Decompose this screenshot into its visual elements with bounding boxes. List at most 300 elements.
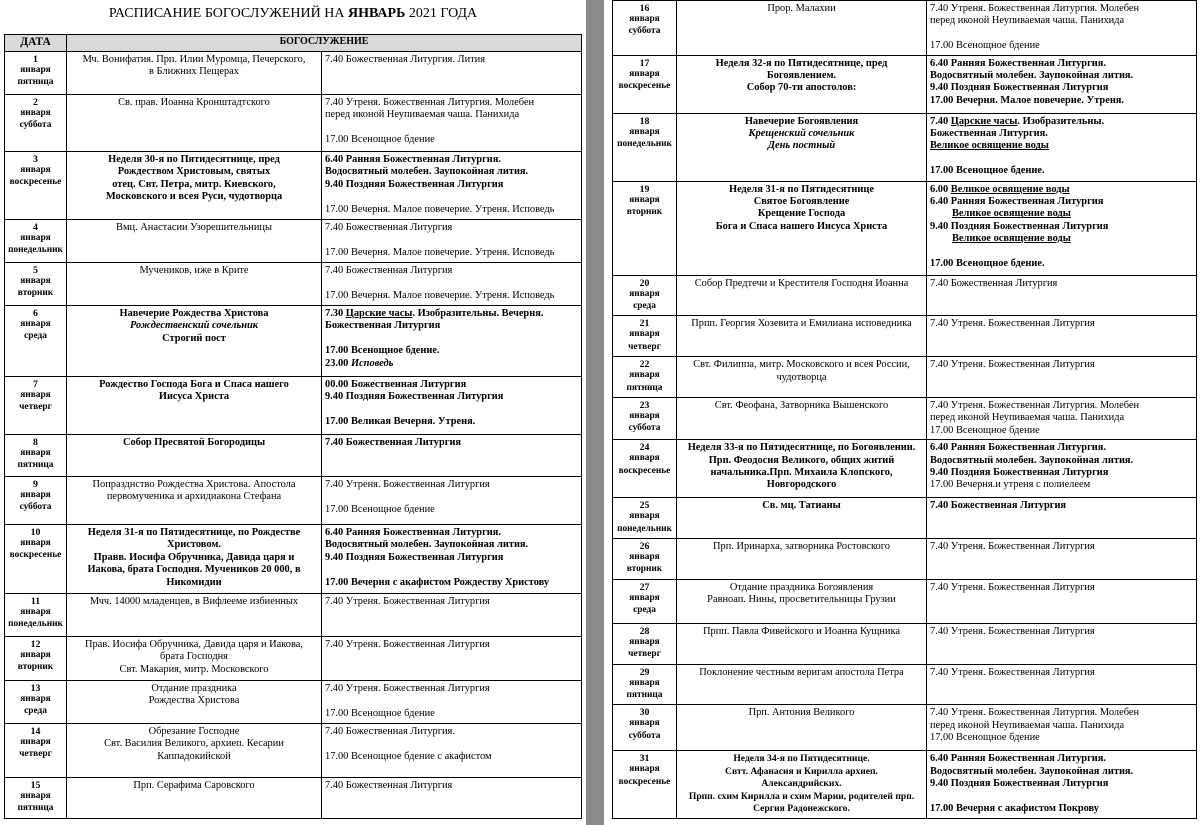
service-underlined: Царские часы: [345, 308, 413, 319]
services-cell: [927, 579, 1197, 623]
day-number: 27: [639, 581, 650, 593]
service-time-text: 17.00 Вечерня. Малое повечерие. Утреня. Исповедь: [325, 203, 555, 215]
service-line: [930, 208, 1193, 220]
date-cell: [613, 440, 677, 498]
service-line: [930, 400, 1193, 412]
feast-line: Вмц. Анастасии Узорешительницы: [116, 222, 272, 233]
services-cell: [322, 435, 582, 477]
service-italic: Исповедь: [350, 357, 394, 369]
service-line: [930, 318, 1193, 330]
service-time-text: 6.40 Ранняя Божественная Литургия: [930, 196, 1104, 208]
month-label: января: [20, 65, 51, 75]
service-line: [930, 3, 1193, 15]
table-row: [613, 498, 1197, 539]
service-line: [930, 196, 1193, 208]
service-line: [325, 708, 578, 720]
date-cell: [5, 52, 67, 95]
feast-cell: [67, 306, 322, 377]
services-cell: [322, 152, 582, 220]
service-time-text: 9.40 Поздняя Божественная Литургия: [325, 391, 504, 403]
feast-cell: [677, 705, 927, 751]
day-number: 18: [639, 115, 650, 127]
feast-line: Прп. Иринарха, затворника Ростовского: [713, 540, 890, 552]
service-line: [325, 391, 578, 403]
month-label: января: [20, 108, 51, 118]
month-label: января: [629, 194, 660, 205]
service-line: [325, 479, 578, 491]
schedule-table-left: [4, 34, 582, 819]
date-cell: [5, 681, 67, 724]
day-number: 30: [639, 707, 650, 719]
day-number: 23: [639, 399, 650, 411]
feast-cell: [677, 440, 927, 498]
weekday-label: среда: [24, 331, 47, 342]
left-document-page: [0, 0, 586, 825]
table-row: [613, 664, 1197, 705]
service-time-text: 7.40 Божественная Литургия: [325, 265, 453, 276]
service-line: [325, 527, 578, 539]
feast-cell: [677, 623, 927, 664]
feast-line: начальника.Прп. Михаила Клопского,: [710, 466, 893, 478]
day-number: 28: [639, 625, 650, 637]
services-cell: [322, 220, 582, 263]
service-time-text: Божественная Литургия.: [930, 128, 1048, 140]
service-time-text: 7.40 Божественная Литургия: [325, 222, 453, 233]
services-cell: [927, 397, 1197, 439]
service-time-text: перед иконой Неупиваемая чаша. Панихида: [930, 412, 1125, 424]
spacer-line: [930, 153, 1193, 165]
service-line: [930, 766, 1193, 778]
service-line: [930, 720, 1193, 732]
services-cell: [927, 664, 1197, 705]
service-line: [325, 552, 578, 564]
feast-line: чудотворца: [776, 371, 827, 383]
service-line: [325, 222, 578, 234]
service-line: [930, 626, 1193, 638]
day-number: 25: [639, 500, 650, 512]
day-number: 17: [639, 57, 650, 69]
month-label: января: [629, 126, 660, 137]
table-row: [613, 751, 1197, 819]
service-line: [325, 379, 578, 391]
feast-line: Равноап. Нины, просветительницы Грузии: [707, 594, 896, 606]
service-time-text: 17.00 Всенощное бдение: [325, 707, 435, 719]
feast-line: Рождество Господа Бога и Спаса нашего: [99, 379, 289, 390]
date-cell: [613, 113, 677, 181]
service-time-text: 9.40 Поздняя Божественная Литургия: [930, 778, 1109, 790]
date-cell: [5, 152, 67, 220]
feast-line: Крещение Господа: [757, 208, 846, 220]
header-date: ДАТА: [5, 35, 67, 52]
service-time-text: 7.40 Божественная Литургия: [325, 437, 462, 448]
day-number: 7: [33, 379, 38, 390]
services-cell: [927, 55, 1197, 113]
feast-cell: [677, 181, 927, 275]
service-line: [325, 134, 578, 146]
table-row: [613, 316, 1197, 357]
title-month: ЯНВАРЬ: [347, 6, 406, 21]
month-label: января: [629, 511, 660, 522]
date-cell: [613, 538, 677, 579]
feast-line: Свт. Макария, митр. Московского: [119, 663, 269, 675]
services-cell: [927, 357, 1197, 398]
service-time-text: Водосвятный молебен. Заупокойная лития.: [930, 454, 1134, 466]
feast-line: брата Господня: [160, 651, 228, 663]
service-line: [325, 751, 578, 763]
feast-line: Неделя 34-я по Пятидесятнице.: [733, 753, 870, 765]
month-label: января: [20, 233, 51, 243]
service-line: [930, 116, 1193, 128]
feast-line: Рождества Христова: [148, 695, 240, 707]
weekday-label: вторник: [626, 207, 663, 217]
service-time-text: 7.40 Утреня. Божественная Литургия. Молебен: [930, 3, 1140, 14]
feast-cell: [677, 357, 927, 398]
service-underlined: Великое освящение воды: [950, 183, 1070, 195]
service-time-text: 17.00 Всенощное бдение: [325, 503, 435, 515]
service-line: [930, 184, 1193, 196]
month-label: января: [20, 607, 51, 617]
feast-line: в Ближних Пещерах: [149, 66, 239, 78]
services-cell: [322, 637, 582, 681]
feast-line: Собор Предтечи и Крестителя Господня Иоанна: [694, 277, 909, 289]
service-time-text: 9.40 Поздняя Божественная Литургия: [325, 178, 504, 190]
service-time-text: 7.30: [325, 308, 346, 319]
weekday-label: воскресенье: [9, 550, 62, 561]
services-cell: [927, 751, 1197, 819]
feast-cell: [67, 681, 322, 724]
feast-cell: [677, 397, 927, 439]
feast-line: Свтт. Афанасия и Кирилла архиеп.: [725, 765, 878, 777]
services-cell: [927, 705, 1197, 751]
service-time-text: перед иконой Неупиваемая чаша. Панихида: [325, 109, 520, 121]
service-time-text: 6.40 Ранняя Божественная Литургия.: [930, 57, 1107, 69]
service-time-text: 17.00 Всенощное бдение.: [930, 258, 1045, 270]
date-cell: [5, 477, 67, 525]
weekday-label: четверг: [628, 341, 661, 352]
service-underlined: Великое освящение воды: [952, 233, 1071, 245]
service-line: [930, 82, 1193, 94]
service-underlined: Великое освящение воды: [930, 140, 1049, 152]
feast-line: День постный: [767, 140, 836, 152]
services-cell: [322, 778, 582, 819]
service-time-text: 7.40 Утреня. Божественная Литургия: [930, 666, 1095, 678]
feast-cell: [677, 113, 927, 181]
month-label: января: [20, 650, 51, 660]
services-cell: [927, 623, 1197, 664]
service-line: [930, 778, 1193, 790]
header-service: БОГОСЛУЖЕНИЕ: [67, 35, 582, 52]
service-line: [325, 726, 578, 738]
month-label: января: [629, 636, 660, 647]
day-number: 31: [639, 753, 650, 765]
service-time-text: 7.40 Утреня. Божественная Литургия: [325, 596, 490, 607]
feast-line: Обрезание Господне: [148, 726, 240, 737]
table-row: [5, 637, 582, 681]
month-label: января: [20, 276, 51, 286]
month-label: января: [20, 791, 51, 801]
day-number: 29: [639, 666, 650, 678]
services-cell: [322, 724, 582, 778]
weekday-label: пятница: [626, 382, 663, 393]
service-time-text: 17.00 Вечерня.и утреня с полиелеем: [930, 479, 1091, 491]
service-line: [325, 204, 578, 216]
feast-cell: [67, 594, 322, 637]
day-number: 4: [33, 222, 38, 233]
feast-line: Прор. Малахии: [767, 3, 836, 14]
service-line: [325, 504, 578, 516]
feast-line: Попразднство Рождества Христова. Апостола: [92, 479, 296, 490]
service-time-text: 7.40 Божественная Литургия.: [325, 726, 455, 737]
service-line: [325, 780, 578, 792]
service-time-text: 7.40 Утреня. Божественная Литургия: [325, 683, 490, 694]
table-row: [5, 52, 582, 95]
feast-line: Свт. Василия Великого, архиеп. Кесарии: [104, 738, 284, 750]
date-cell: [613, 397, 677, 439]
feast-cell: [67, 637, 322, 681]
date-cell: [613, 316, 677, 357]
table-row: [5, 377, 582, 435]
feast-cell: [677, 751, 927, 819]
month-label: января: [629, 14, 660, 24]
spacer-line: [930, 791, 1193, 803]
day-number: 26: [639, 540, 650, 552]
weekday-label: воскресенье: [618, 81, 671, 91]
feast-line: Рождественский сочельник: [129, 320, 259, 332]
service-time-text: 6.40 Ранняя Божественная Литургия.: [325, 154, 502, 165]
day-number: 8: [33, 437, 38, 448]
feast-line: Прав. Иосифа Обручника, Давида царя и Иакова,: [85, 639, 303, 650]
service-time-text: 7.40 Божественная Литургия. Лития: [325, 54, 486, 65]
service-line: [930, 58, 1193, 70]
feast-line: Правв. Иосифа Обручника, Давида царя и: [93, 551, 295, 563]
feast-line: Мучеников, иже в Крите: [139, 265, 249, 276]
spacer-line: [325, 122, 578, 134]
feast-line: Свт. Феофана, Затворника Вышенского: [714, 399, 889, 411]
table-row: [613, 55, 1197, 113]
month-label: января: [629, 329, 660, 340]
date-cell: [5, 724, 67, 778]
table-row: [613, 440, 1197, 498]
table-row: [613, 397, 1197, 439]
date-cell: [5, 95, 67, 152]
table-row: [5, 95, 582, 152]
service-time-text: 6.40 Ранняя Божественная Литургия.: [930, 442, 1107, 454]
feast-line: первомученика и архидиакона Стефана: [106, 491, 282, 503]
service-time-text: 17.00 Вечерня с акафистом Рождеству Христову: [325, 576, 550, 588]
service-line: [930, 442, 1193, 454]
feast-line: Неделя 32-я по Пятидесятнице, пред: [715, 57, 888, 69]
table-row: [613, 538, 1197, 579]
table-row: [613, 579, 1197, 623]
service-time-text: Водосвятный молебен. Заупокойная лития.: [930, 70, 1134, 82]
weekday-label: пятница: [626, 689, 663, 700]
day-number: 10: [30, 527, 41, 538]
service-line: [325, 265, 578, 277]
feast-line: Отдание праздника: [151, 683, 237, 694]
feast-line: Свт. Филиппа, митр. Московского и всея России,: [693, 359, 910, 371]
feast-line: Неделя 31-я по Пятидесятнице, по Рождестве: [87, 527, 301, 538]
spacer-line: [325, 277, 578, 289]
service-time-text: 23.00: [325, 357, 351, 369]
day-number: 24: [639, 442, 650, 454]
service-line: [325, 539, 578, 551]
service-line: [930, 278, 1193, 290]
feast-line: Неделя 30-я по Пятидесятнице, пред: [108, 154, 280, 165]
service-line: [930, 40, 1193, 52]
service-line: [930, 233, 1193, 245]
service-time-text: 17.00 Вечерня. Малое повечерие. Утреня.: [930, 94, 1125, 106]
day-number: 16: [639, 3, 650, 14]
service-line: [930, 128, 1193, 140]
service-line: [325, 358, 578, 370]
feast-line: Прпп. Георгия Хозевита и Емилиана исповедника: [691, 318, 912, 330]
spacer-line: [325, 234, 578, 246]
service-line: [325, 308, 578, 320]
service-line: [325, 320, 578, 332]
weekday-label: пятница: [17, 803, 54, 814]
services-cell: [322, 525, 582, 594]
spacer-line: [930, 246, 1193, 258]
service-time-text: 17.00 Всенощное бдение с акафистом: [325, 750, 492, 762]
date-cell: [613, 579, 677, 623]
spacer-line: [325, 191, 578, 203]
service-time-text: перед иконой Неупиваемая чаша. Панихида: [930, 719, 1125, 731]
service-line: [930, 140, 1193, 152]
day-number: 3: [33, 154, 38, 165]
service-time-text: 7.40 Божественная Литургия: [325, 780, 453, 791]
service-time-text: 9.40 Поздняя Божественная Литургия: [325, 551, 504, 563]
feast-line: Прп. Серафима Саровского: [133, 780, 255, 791]
month-label: января: [629, 592, 660, 603]
feast-cell: [67, 477, 322, 525]
title-suffix: 2021 ГОДА: [405, 6, 478, 21]
service-line: [930, 15, 1193, 27]
service-line: [930, 95, 1193, 107]
date-cell: [5, 220, 67, 263]
feast-line: Неделя 31-я по Пятидесятнице: [728, 183, 875, 195]
month-label: января: [629, 764, 660, 775]
date-cell: [5, 637, 67, 681]
service-line: [930, 455, 1193, 467]
weekday-label: вторник: [17, 288, 54, 299]
feast-cell: [67, 435, 322, 477]
service-time-text: Божественная Литургия: [325, 320, 441, 332]
feast-line: Навечерие Богоявления: [744, 115, 859, 127]
date-cell: [613, 705, 677, 751]
service-time-text: Водосвятный молебен. Заупокойная лития.: [325, 539, 529, 551]
feast-line: Св. мц. Татианы: [762, 500, 841, 512]
service-time-text: 17.00 Всенощное бдение.: [930, 165, 1045, 177]
day-number: 13: [30, 683, 41, 694]
day-number: 15: [30, 780, 41, 791]
table-row: [5, 724, 582, 778]
table-row: [613, 181, 1197, 275]
table-row: [613, 113, 1197, 181]
date-cell: [613, 275, 677, 316]
spacer-line: [325, 404, 578, 416]
feast-line: Собор 70-ти апостолов:: [746, 82, 857, 94]
day-number: 9: [33, 479, 38, 490]
weekday-label: понедельник: [8, 619, 63, 630]
month-label: января: [629, 718, 660, 729]
feast-line: Александрийских.: [761, 778, 842, 790]
service-line: [325, 639, 578, 651]
day-number: 14: [30, 726, 41, 737]
service-line: [930, 412, 1193, 424]
service-line: [325, 437, 578, 449]
service-line: [930, 707, 1193, 719]
weekday-label: понедельник: [617, 523, 672, 534]
feast-cell: [677, 579, 927, 623]
feast-cell: [67, 263, 322, 306]
service-underlined: Царские часы: [950, 115, 1018, 127]
weekday-label: суббота: [19, 502, 52, 513]
feast-cell: [67, 724, 322, 778]
service-time-text: 7.40 Утреня. Божественная Литургия. Молебен: [930, 707, 1140, 719]
table-row: [5, 681, 582, 724]
day-number: 5: [33, 265, 38, 276]
spacer-line: [325, 564, 578, 576]
feast-line: отец. Свт. Петра, митр. Киевского,: [112, 178, 276, 190]
service-line: [930, 500, 1193, 512]
feast-cell: [677, 664, 927, 705]
month-label: января: [629, 370, 660, 381]
table-row: [613, 1, 1197, 56]
feast-cell: [67, 525, 322, 594]
service-time-text: 7.40 Утреня. Божественная Литургия: [325, 479, 490, 490]
day-number: 19: [639, 183, 650, 195]
date-cell: [613, 498, 677, 539]
feast-line: Мчч. 14000 младенцев, в Вифлееме избиенных: [89, 596, 299, 607]
feast-line: Собор Пресвятой Богородицы: [122, 437, 266, 448]
table-row: [613, 705, 1197, 751]
feast-line: Каппадокийской: [157, 750, 231, 762]
date-cell: [613, 55, 677, 113]
table-row: [613, 623, 1197, 664]
service-line: [930, 803, 1193, 815]
service-line: [325, 596, 578, 608]
day-number: 2: [33, 97, 38, 108]
service-time-text: 17.00 Всенощное бдение: [930, 732, 1040, 744]
service-line: [930, 582, 1193, 594]
service-line: [325, 179, 578, 191]
service-line: [930, 70, 1193, 82]
day-number: 11: [30, 596, 41, 607]
service-time-text: 6.40 Ранняя Божественная Литургия.: [930, 753, 1107, 765]
service-time-text: 9.40 Поздняя Божественная Литургия: [930, 82, 1109, 94]
service-time-text: Водосвятный молебен. Заупокойная лития.: [930, 765, 1134, 777]
service-time-text: 17.00 Всенощное бдение.: [325, 345, 440, 357]
weekday-label: среда: [633, 605, 656, 616]
services-cell: [927, 538, 1197, 579]
date-cell: [613, 1, 677, 56]
spacer-line: [325, 695, 578, 707]
feast-line: Неделя 33-я по Пятидесятнице, по Богоявлении.: [687, 442, 916, 454]
date-cell: [5, 263, 67, 306]
date-cell: [5, 306, 67, 377]
service-time-text: 17.00 Всенощное бдение: [930, 40, 1040, 52]
day-number: 21: [639, 318, 650, 330]
weekday-label: четверг: [19, 402, 52, 413]
service-time-text: 17.00 Вечерня. Малое повечерие. Утреня. Исповедь: [325, 289, 555, 301]
month-label: января: [20, 490, 51, 500]
service-time-text: 7.40 Божественная Литургия: [930, 277, 1058, 289]
services-cell: [927, 440, 1197, 498]
table-row: [5, 220, 582, 263]
service-time-text: 17.00 Великая Вечерня. Утреня.: [325, 416, 476, 428]
service-time-text: 17.00 Вечерня. Малое повечерие. Утреня. Исповедь: [325, 246, 555, 258]
service-time-text: 7.40 Утреня. Божественная Литургия. Молебен: [930, 399, 1140, 411]
